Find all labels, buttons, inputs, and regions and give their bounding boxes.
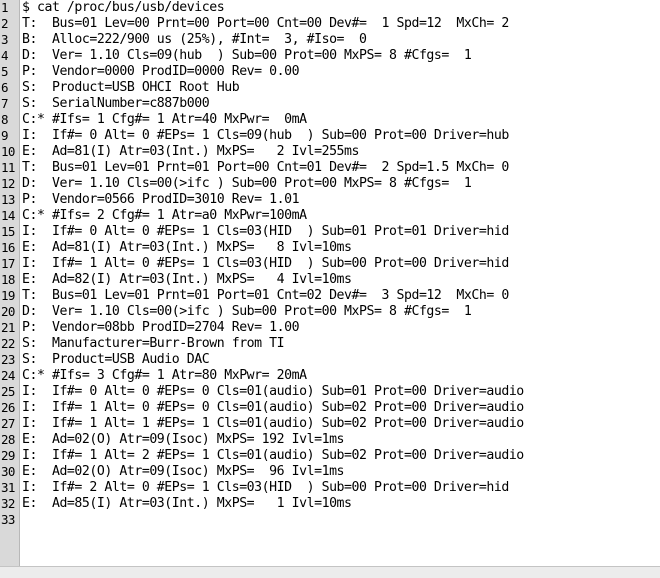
line-number: 23 — [1, 352, 15, 367]
editor-line[interactable] — [0, 224, 660, 240]
line-text[interactable]: I: If#= 1 Alt= 2 #EPs= 1 Cls=01(audio) Sub=02 Prot=00 Driver=audio — [22, 448, 524, 463]
editor-line[interactable] — [0, 432, 660, 448]
line-text[interactable]: E: Ad=81(I) Atr=03(Int.) MxPS= 8 Ivl=10ms — [22, 240, 352, 255]
line-text[interactable]: I: If#= 1 Alt= 1 #EPs= 1 Cls=01(audio) Sub=02 Prot=00 Driver=audio — [22, 416, 524, 431]
line-text[interactable]: P: Vendor=0000 ProdID=0000 Rev= 0.00 — [22, 64, 300, 79]
editor-line[interactable] — [0, 336, 660, 352]
line-text[interactable]: E: Ad=02(O) Atr=09(Isoc) MxPS= 192 Ivl=1ms — [22, 432, 345, 447]
line-number: 12 — [1, 176, 15, 191]
line-text[interactable]: I: If#= 0 Alt= 0 #EPs= 1 Cls=09(hub ) Sub=00 Prot=00 Driver=hub — [22, 128, 509, 143]
editor-line[interactable] — [0, 48, 660, 64]
line-number: 18 — [1, 272, 15, 287]
line-text[interactable]: I: If#= 0 Alt= 0 #EPs= 0 Cls=01(audio) Sub=01 Prot=00 Driver=audio — [22, 384, 524, 399]
line-number: 2 — [1, 16, 8, 31]
line-text[interactable]: P: Vendor=0566 ProdID=3010 Rev= 1.01 — [22, 192, 300, 207]
editor-line[interactable] — [0, 96, 660, 112]
line-number: 16 — [1, 240, 15, 255]
line-number: 24 — [1, 368, 15, 383]
editor-line[interactable] — [0, 16, 660, 32]
editor-line[interactable] — [0, 464, 660, 480]
line-number: 9 — [1, 128, 8, 143]
line-text[interactable]: E: Ad=85(I) Atr=03(Int.) MxPS= 1 Ivl=10ms — [22, 496, 352, 511]
line-number: 32 — [1, 496, 15, 511]
editor-line[interactable] — [0, 160, 660, 176]
line-number: 10 — [1, 144, 15, 159]
editor-line[interactable] — [0, 288, 660, 304]
line-number: 33 — [1, 512, 15, 527]
line-text[interactable]: $ cat /proc/bus/usb/devices — [22, 0, 225, 15]
line-number: 26 — [1, 400, 15, 415]
line-number: 30 — [1, 464, 15, 479]
editor-line[interactable] — [0, 352, 660, 368]
line-number: 8 — [1, 112, 8, 127]
editor-line[interactable] — [0, 80, 660, 96]
line-number: 17 — [1, 256, 15, 271]
line-text[interactable]: B: Alloc=222/900 us (25%), #Int= 3, #Iso= 0 — [22, 32, 367, 47]
line-text[interactable]: C:* #Ifs= 2 Cfg#= 1 Atr=a0 MxPwr=100mA — [22, 208, 307, 223]
editor-line[interactable] — [0, 320, 660, 336]
editor-line[interactable] — [0, 512, 660, 528]
line-text[interactable]: D: Ver= 1.10 Cls=00(>ifc ) Sub=00 Prot=00 MxPS= 8 #Cfgs= 1 — [22, 176, 472, 191]
line-number: 13 — [1, 192, 15, 207]
line-text[interactable]: E: Ad=81(I) Atr=03(Int.) MxPS= 2 Ivl=255ms — [22, 144, 360, 159]
editor-line[interactable] — [0, 448, 660, 464]
line-number: 4 — [1, 48, 8, 63]
line-text[interactable]: E: Ad=02(O) Atr=09(Isoc) MxPS= 96 Ivl=1ms — [22, 464, 345, 479]
editor-line[interactable] — [0, 416, 660, 432]
editor-line[interactable] — [0, 240, 660, 256]
editor-line[interactable] — [0, 208, 660, 224]
line-text[interactable]: I: If#= 1 Alt= 0 #EPs= 1 Cls=03(HID ) Sub=00 Prot=00 Driver=hid — [22, 256, 509, 271]
line-text[interactable]: T: Bus=01 Lev=01 Prnt=01 Port=01 Cnt=02 Dev#= 3 Spd=12 MxCh= 0 — [22, 288, 509, 303]
line-text[interactable]: S: Product=USB Audio DAC — [22, 352, 210, 367]
line-number: 31 — [1, 480, 15, 495]
editor-line[interactable] — [0, 0, 660, 16]
line-number: 11 — [1, 160, 15, 175]
line-text[interactable]: I: If#= 2 Alt= 0 #EPs= 1 Cls=03(HID ) Sub=00 Prot=00 Driver=hid — [22, 480, 509, 495]
editor-line[interactable] — [0, 112, 660, 128]
line-text[interactable]: T: Bus=01 Lev=01 Prnt=01 Port=00 Cnt=01 Dev#= 2 Spd=1.5 MxCh= 0 — [22, 160, 509, 175]
line-number: 25 — [1, 384, 15, 399]
line-number: 28 — [1, 432, 15, 447]
editor-line[interactable] — [0, 144, 660, 160]
line-number: 3 — [1, 32, 8, 47]
line-number: 19 — [1, 288, 15, 303]
line-text[interactable]: D: Ver= 1.10 Cls=00(>ifc ) Sub=00 Prot=00 MxPS= 8 #Cfgs= 1 — [22, 304, 472, 319]
line-text[interactable]: S: Product=USB OHCI Root Hub — [22, 80, 240, 95]
editor-line[interactable] — [0, 480, 660, 496]
line-number: 20 — [1, 304, 15, 319]
status-bar — [0, 566, 660, 578]
line-number: 15 — [1, 224, 15, 239]
line-text[interactable]: I: If#= 1 Alt= 0 #EPs= 0 Cls=01(audio) Sub=02 Prot=00 Driver=audio — [22, 400, 524, 415]
line-number: 21 — [1, 320, 15, 335]
editor-line[interactable] — [0, 192, 660, 208]
line-text[interactable]: P: Vendor=08bb ProdID=2704 Rev= 1.00 — [22, 320, 300, 335]
line-text[interactable]: S: Manufacturer=Burr-Brown from TI — [22, 336, 285, 351]
editor-line[interactable] — [0, 272, 660, 288]
editor-line[interactable] — [0, 176, 660, 192]
line-number: 1 — [1, 0, 8, 15]
line-text[interactable]: I: If#= 0 Alt= 0 #EPs= 1 Cls=03(HID ) Sub=01 Prot=01 Driver=hid — [22, 224, 509, 239]
line-number: 5 — [1, 64, 8, 79]
editor-line[interactable] — [0, 128, 660, 144]
line-number: 6 — [1, 80, 8, 95]
line-number: 29 — [1, 448, 15, 463]
line-text[interactable]: C:* #Ifs= 1 Cfg#= 1 Atr=40 MxPwr= 0mA — [22, 112, 307, 127]
line-text[interactable]: C:* #Ifs= 3 Cfg#= 1 Atr=80 MxPwr= 20mA — [22, 368, 307, 383]
line-number: 27 — [1, 416, 15, 431]
editor-line[interactable] — [0, 304, 660, 320]
editor-line[interactable] — [0, 256, 660, 272]
editor-line[interactable] — [0, 400, 660, 416]
editor-line[interactable] — [0, 384, 660, 400]
line-text[interactable]: T: Bus=01 Lev=00 Prnt=00 Port=00 Cnt=00 Dev#= 1 Spd=12 MxCh= 2 — [22, 16, 509, 31]
editor-line[interactable] — [0, 496, 660, 512]
line-text[interactable]: E: Ad=82(I) Atr=03(Int.) MxPS= 4 Ivl=10ms — [22, 272, 352, 287]
line-text[interactable]: S: SerialNumber=c887b000 — [22, 96, 210, 111]
editor-line[interactable] — [0, 32, 660, 48]
editor-line[interactable] — [0, 64, 660, 80]
line-text[interactable]: D: Ver= 1.10 Cls=09(hub ) Sub=00 Prot=00 MxPS= 8 #Cfgs= 1 — [22, 48, 472, 63]
editor-line[interactable] — [0, 368, 660, 384]
line-number: 22 — [1, 336, 15, 351]
line-number: 7 — [1, 96, 8, 111]
line-number: 14 — [1, 208, 15, 223]
